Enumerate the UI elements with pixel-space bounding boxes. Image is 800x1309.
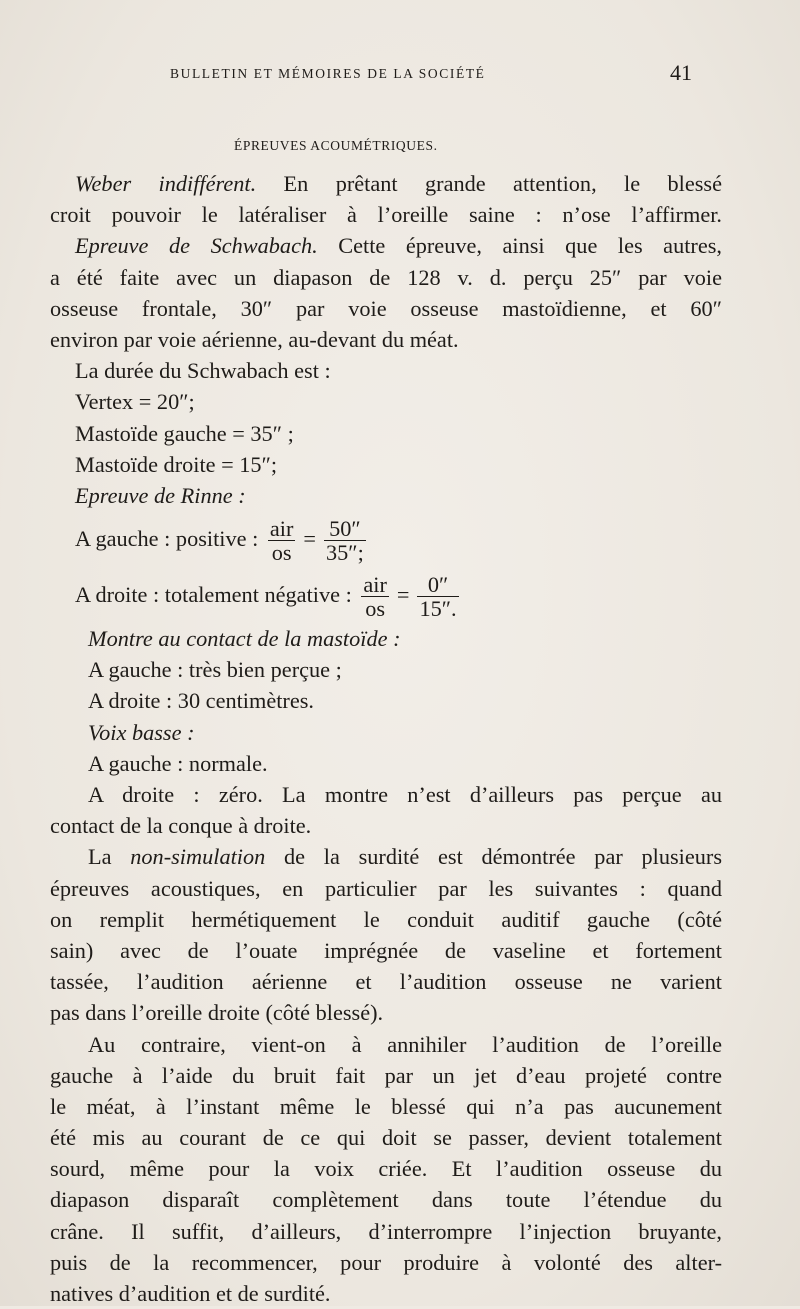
- paragraph-2-line-6: diapason disparaît complètement dans toute l’étendue du: [50, 1187, 722, 1213]
- section-title: ÉPREUVES ACOUMÉTRIQUES.: [234, 138, 438, 153]
- mastoid-right-value: Mastoïde droite = 15″;: [75, 451, 278, 477]
- paragraph-2-line-4: été mis au courant de ce qui doit se passer, devient totalement: [50, 1125, 722, 1151]
- schwabach-line-2: a été faite avec un diapason de 128 v. d. perçu 25″ par voie: [50, 264, 722, 290]
- rinne-left: A gauche : positive : $\frac{\text{air}}{os}$ = $\frac{50''}{35'';}$: [75, 516, 364, 566]
- rinne-left-fraction: $\frac{\text{air}}{os}$: [269, 516, 294, 566]
- low-voice-right-1: A droite : zéro. La montre n’est d’ailleurs pas perçue au: [88, 782, 722, 807]
- low-voice-left: A gauche : normale.: [88, 750, 268, 776]
- paragraph-2-line-8: puis de la recommencer, pour produire à volonté des alter-: [50, 1249, 722, 1275]
- paragraph-2-line-3: le méat, à l’instant même le blessé qui n’a pas aucunement: [50, 1093, 722, 1119]
- schwabach-line-4: environ par voie aérienne, au-devant du méat.: [50, 326, 459, 352]
- schwabach-line-1: Epreuve de Schwabach. Cette épreuve, ainsi que les autres,: [75, 233, 722, 259]
- body-text: [50, 168, 722, 1309]
- mastoid-left-value: Mastoïde gauche = 35″ ;: [75, 420, 294, 446]
- schwabach-line-3: osseuse frontale, 30″ par voie osseuse mastoïdienne, et 60″: [50, 295, 722, 321]
- page-number: 41: [670, 60, 692, 85]
- paragraph-2-line-5: sourd, même pour la voix criée. Et l’audition osseuse du: [50, 1156, 722, 1182]
- running-header: BULLETIN ET MÉMOIRES DE LA SOCIÉTÉ: [170, 66, 486, 81]
- paragraph-2-line-2: gauche à l’aide du bruit fait par un jet d’eau projeté contre: [50, 1062, 722, 1088]
- watch-right: A droite : 30 centimètres.: [88, 688, 315, 714]
- paragraph-2-line-1: Au contraire, vient-on à annihiler l’audition de l’oreille: [88, 1031, 722, 1057]
- rinne-right-value: $\frac{0''}{15''.}$: [419, 572, 457, 622]
- paragraph-1-line-6: pas dans l’oreille droite (côté blessé).: [50, 1000, 384, 1026]
- rinne-right-fraction: $\frac{\text{air}}{os}$: [363, 572, 387, 622]
- watch-left: A gauche : très bien perçue ;: [88, 657, 342, 683]
- non-simulation-term: non-simulation: [130, 844, 266, 870]
- paragraph-1-line-1: La non-simulation de la surdité est démontrée par plusieurs: [88, 844, 723, 870]
- vertex-value: Vertex = 20″;: [75, 389, 195, 415]
- paragraph-1-line-3: on remplit hermétiquement le conduit auditif gauche (côté: [50, 906, 722, 932]
- watch-label: Montre au contact de la mastoïde :: [88, 626, 401, 652]
- low-voice-right-2: contact de la conque à droite.: [50, 813, 312, 839]
- paragraph-1-line-4: sain) avec de l’ouate imprégnée de vaseline et fortement: [50, 937, 722, 963]
- schwabach-label: Epreuve de Schwabach.: [75, 233, 318, 259]
- weber-line-2: croit pouvoir le latéraliser à l’oreille saine : n’ose l’affirmer.: [50, 202, 722, 228]
- rinne-left-value: $\frac{50''}{35'';}$: [325, 516, 364, 566]
- schwabach-duration-intro: La durée du Schwabach est :: [75, 358, 331, 384]
- paragraph-2-line-9: natives d’audition et de surdité.: [50, 1281, 331, 1306]
- low-voice-label: Voix basse :: [88, 719, 195, 745]
- paragraph-1-line-2: épreuves acoustiques, en particulier par les suivantes : quand: [50, 875, 722, 901]
- rinne-label: Epreuve de Rinne :: [75, 482, 246, 508]
- paragraph-2-line-7: crâne. Il suffit, d’ailleurs, d’interrompre l’injection bruyante,: [50, 1218, 722, 1244]
- weber-line-1: Weber indifférent. En prêtant grande attention, le blessé: [75, 171, 722, 196]
- weber-label: Weber indifférent.: [75, 171, 257, 196]
- paragraph-1-line-5: tassée, l’audition aérienne et l’audition osseuse ne varient: [50, 969, 722, 995]
- rinne-right: A droite : totalement négative : $\frac{\text{air}}{os}$ = $\frac{0''}{15''.}$: [75, 572, 457, 622]
